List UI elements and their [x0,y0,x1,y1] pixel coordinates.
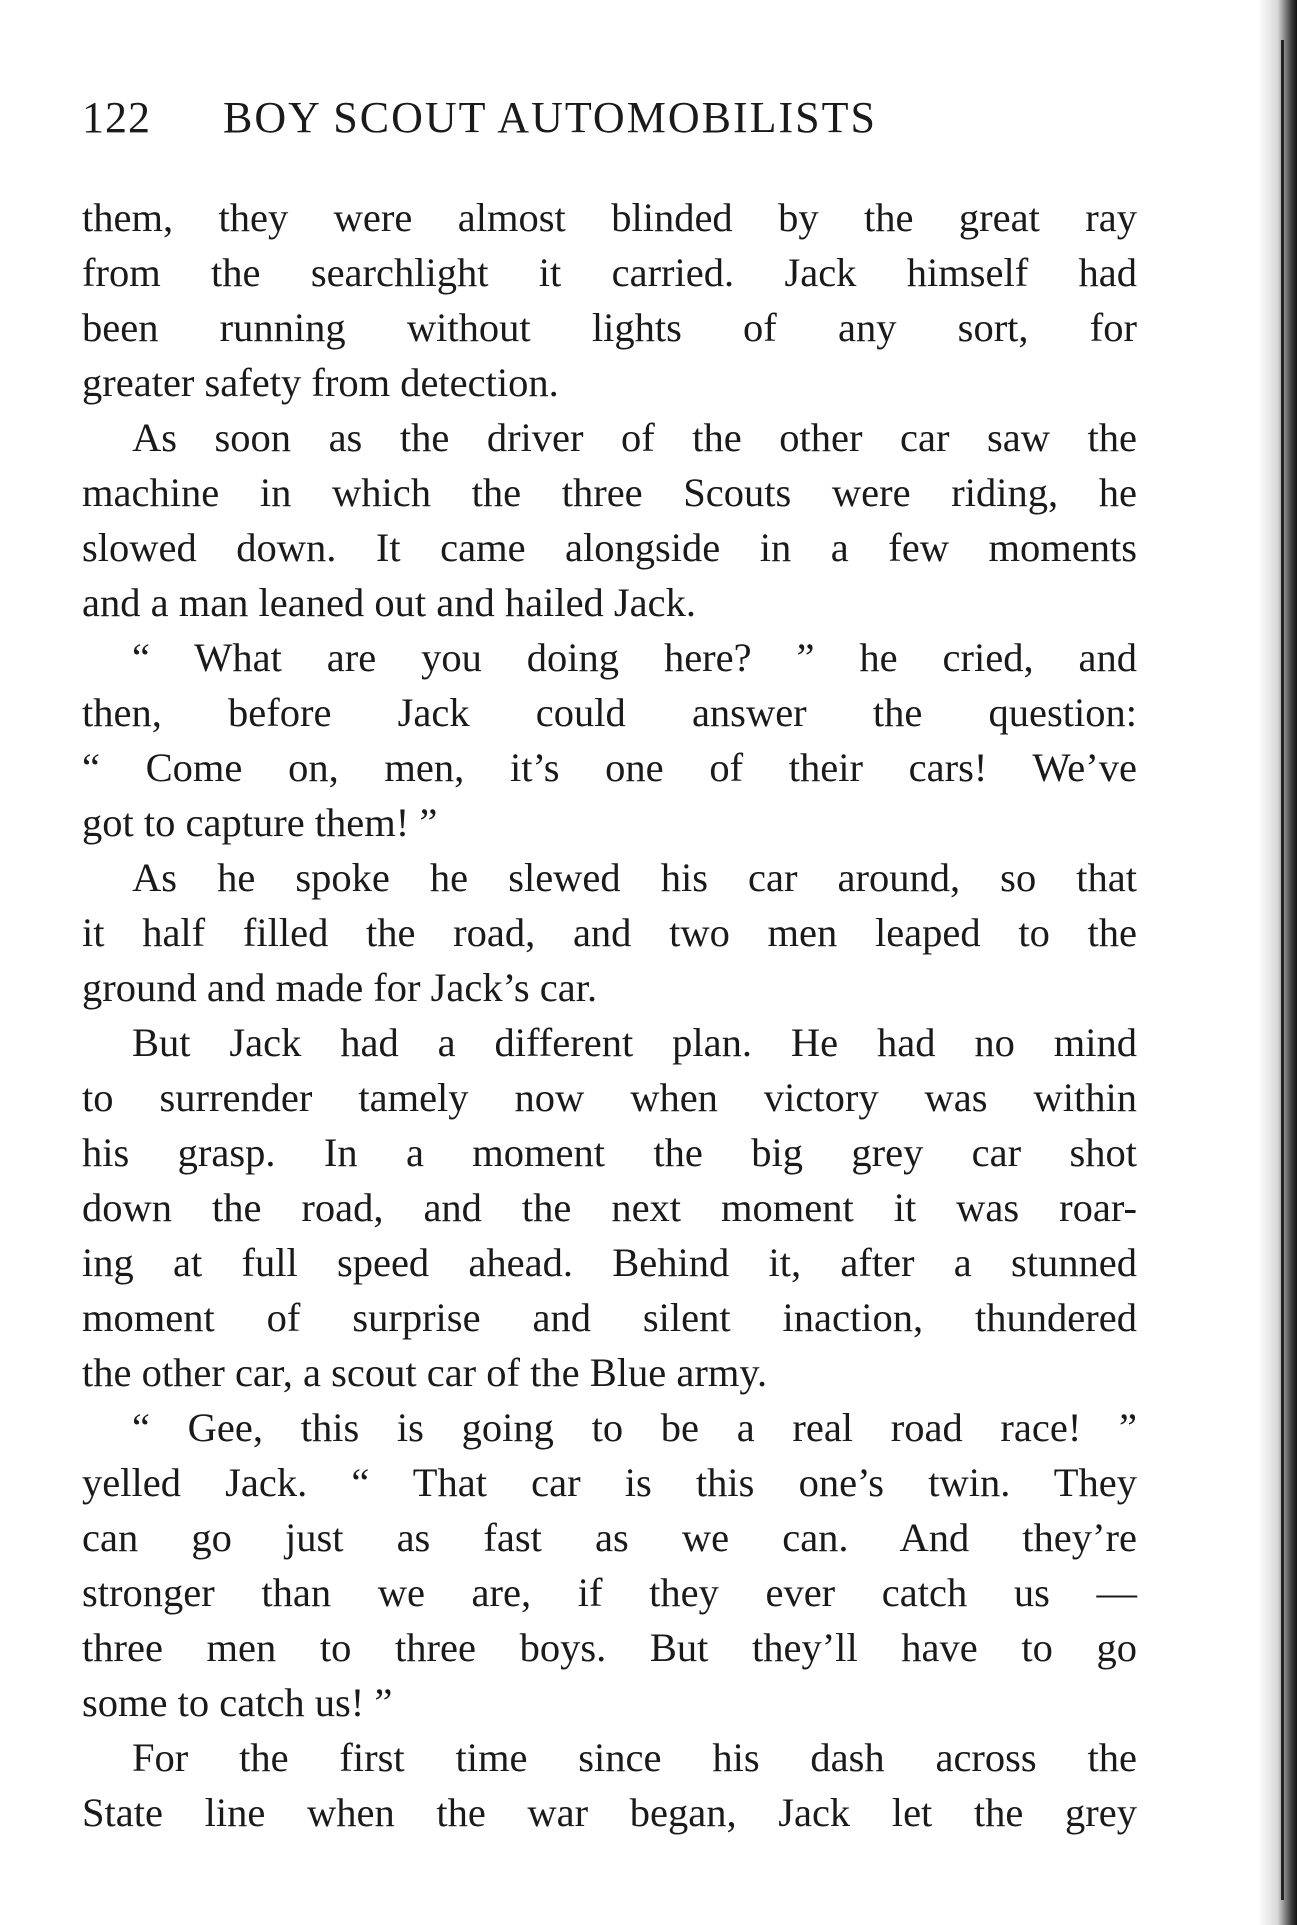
text-line: then, before Jack could answer the question: [82,690,1137,735]
text-line: machine in which the three Scouts were riding, he [82,470,1137,515]
text-line: ing at full speed ahead. Behind it, after a stunned [82,1240,1137,1285]
paragraph [82,410,1137,630]
text-line: “ What are you doing here? ” he cried, and [132,635,1137,680]
text-line: got to capture them! ” [82,800,438,845]
text-line: But Jack had a different plan. He had no mind [132,1020,1137,1065]
text-line: slowed down. It came alongside in a few moments [82,525,1137,570]
paragraph [82,1730,1137,1840]
text-line: his grasp. In a moment the big grey car shot [82,1130,1137,1175]
text-line: “ Gee, this is going to be a real road race! ” [132,1405,1137,1450]
text-line: them, they were almost blinded by the great ray [82,195,1137,240]
page-edge-line [1281,40,1284,1900]
paragraph [82,850,1137,1015]
page-binding-shadow [1232,0,1297,1925]
body-text [82,190,1137,1840]
text-line: State line when the war began, Jack let the grey [82,1790,1137,1835]
text-line: stronger than we are, if they ever catch us — [82,1570,1137,1615]
text-line: three men to three boys. But they’ll have to go [82,1625,1137,1670]
paragraph [82,630,1137,850]
text-line: and a man leaned out and hailed Jack. [82,580,697,625]
text-line: As soon as the driver of the other car saw the [132,415,1137,460]
text-line: moment of surprise and silent inaction, thundered [82,1295,1137,1340]
paragraph [82,190,1137,410]
book-title: BOY SCOUT AUTOMOBILISTS [223,93,877,142]
text-line: ground and made for Jack’s car. [82,965,598,1010]
text-line: to surrender tamely now when victory was within [82,1075,1137,1120]
text-line: some to catch us! ” [82,1680,393,1725]
page-number: 122 [82,93,151,142]
running-head [82,92,1132,152]
text-line: can go just as fast as we can. And they’re [82,1515,1137,1560]
text-line: greater safety from detection. [82,360,559,405]
text-line: it half filled the road, and two men leaped to the [82,910,1137,955]
paragraph [82,1400,1137,1730]
text-line: For the first time since his dash across the [132,1735,1137,1780]
text-line: the other car, a scout car of the Blue army. [82,1350,768,1395]
text-line: been running without lights of any sort, for [82,305,1137,350]
text-line: from the searchlight it carried. Jack himself had [82,250,1137,295]
text-line: down the road, and the next moment it was roar- [82,1185,1137,1230]
paragraph [82,1015,1137,1400]
text-line: As he spoke he slewed his car around, so that [132,855,1137,900]
text-line: “ Come on, men, it’s one of their cars! We’ve [82,745,1137,790]
text-line: yelled Jack. “ That car is this one’s twin. They [82,1460,1137,1505]
